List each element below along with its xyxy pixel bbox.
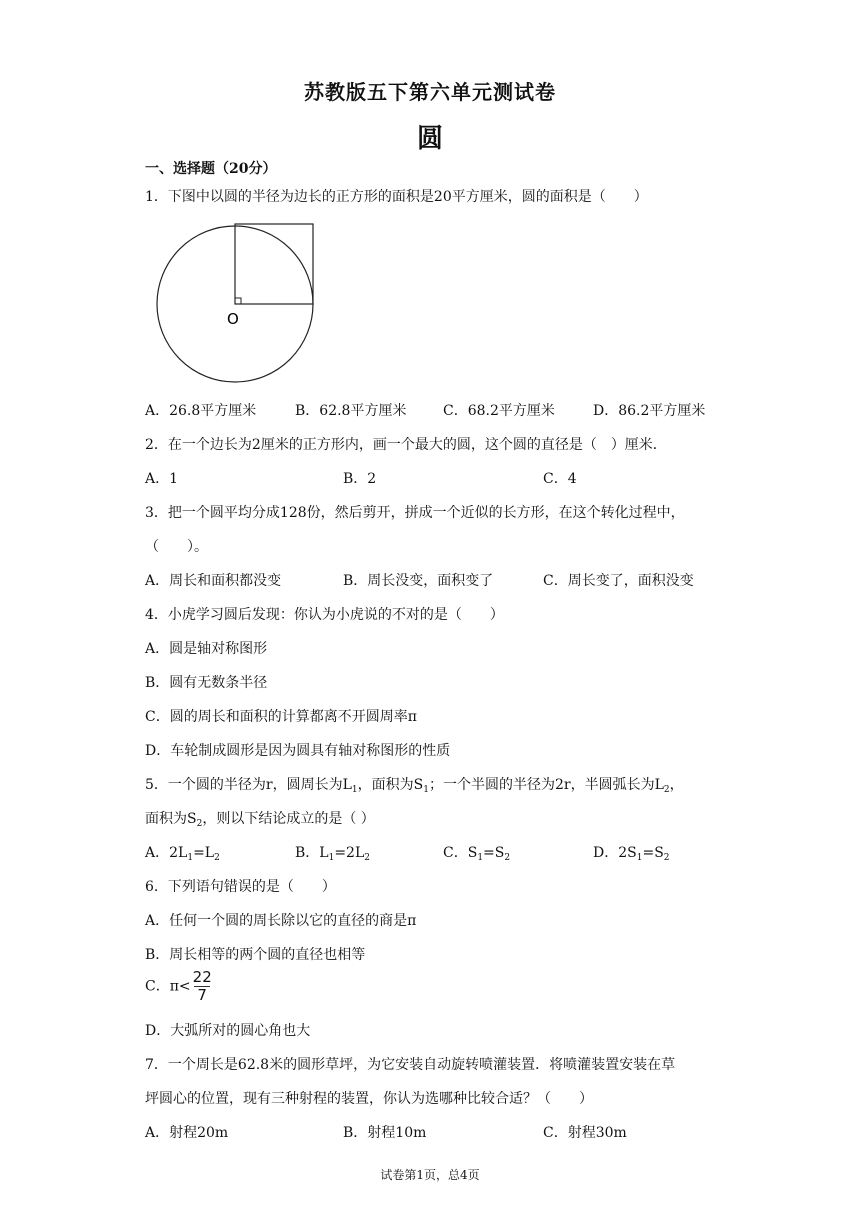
q5-option-d[interactable]: D．$2S_1=S_2$ [593, 845, 670, 863]
question-3-stem-continued: （ ）。 [145, 539, 208, 555]
page-subtitle: 圆 [416, 124, 443, 154]
q4-option-d[interactable]: D．车轮制成圆形是因为圆具有轴对称图形的性质 [145, 743, 451, 759]
q6-option-b[interactable]: B．周长相等的两个圆的直径也相等 [145, 947, 366, 963]
q1-option-a[interactable]: A．26.8平方厘米 [145, 403, 257, 419]
fraction-22-7: $\frac{22}{7}$ [192, 968, 212, 1004]
page-title: 苏教版五下第六单元测试卷 [304, 80, 556, 104]
q3-option-a[interactable]: A．周长和面积都没变 [145, 573, 282, 589]
q5-option-b[interactable]: B．$L_1=2L_2$ [295, 845, 370, 863]
q4-option-a[interactable]: A．圆是轴对称图形 [145, 641, 268, 657]
q2-option-c[interactable]: C．4 [543, 471, 577, 487]
q5-option-c[interactable]: C．$S_1=S_2$ [443, 845, 511, 863]
question-3-stem: 3．把一个圆平均分成128份，然后剪开，拼成一个近似的长方形，在这个转化过程中， [145, 505, 685, 521]
question-5-stem-continued: 面积为$S_2$，则以下结论成立的是（ ） [145, 811, 375, 829]
q1-option-d[interactable]: D．86.2平方厘米 [593, 403, 706, 419]
q6-option-a[interactable]: A．任何一个圆的周长除以它的直径的商是π [145, 913, 417, 929]
circle-square-figure [155, 216, 325, 386]
center-label: O [227, 310, 239, 328]
q7-option-b[interactable]: B．射程10m [343, 1125, 427, 1141]
question-1-stem: 1．下图中以圆的半径为边长的正方形的面积是20平方厘米，圆的面积是（ ） [145, 189, 648, 205]
q1-option-b[interactable]: B．62.8平方厘米 [295, 403, 407, 419]
q1-option-c[interactable]: C．68.2平方厘米 [443, 403, 555, 419]
right-angle-mark [235, 298, 241, 304]
section-heading: 一、选择题（20分） [145, 161, 277, 177]
q3-option-b[interactable]: B．周长没变，面积变了 [343, 573, 494, 589]
q7-option-a[interactable]: A．射程20m [145, 1125, 229, 1141]
page-footer: 试卷第1页，总4页 [380, 1168, 480, 1182]
question-7-stem: 7．一个周长是62.8米的圆形草坪，为它安装自动旋转喷灌装置．将喷灌装置安装在草 [145, 1057, 676, 1073]
q5-option-a[interactable]: A．$2L_1=L_2$ [145, 845, 220, 863]
question-7-stem-continued: 坪圆心的位置，现有三种射程的装置，你认为选哪种比较合适？（ ） [145, 1091, 593, 1107]
q2-option-b[interactable]: B．2 [343, 471, 377, 487]
q6-option-d[interactable]: D．大弧所对的圆心角也大 [145, 1023, 311, 1039]
question-6-stem: 6．下列语句错误的是（ ） [145, 879, 336, 895]
q6-option-c-prefix: C．π< [145, 978, 191, 995]
q6-option-c[interactable] [145, 970, 212, 1003]
question-2-stem: 2．在一个边长为2厘米的正方形内，画一个最大的圆，这个圆的直径是（ ）厘米． [145, 437, 667, 453]
question-5-stem: 5．一个圆的半径为r，圆周长为$L_1$，面积为$S_1$；一个半圆的半径为2r，半圆弧长为$L_2$， [145, 777, 684, 795]
q2-option-a[interactable]: A．1 [145, 471, 179, 487]
q4-option-c[interactable]: C．圆的周长和面积的计算都离不开圆周率π [145, 709, 417, 725]
q3-option-c[interactable]: C．周长变了，面积没变 [543, 573, 694, 589]
q4-option-b[interactable]: B．圆有无数条半径 [145, 675, 268, 691]
q7-option-c[interactable]: C．射程30m [543, 1125, 627, 1141]
question-4-stem: 4．小虎学习圆后发现：你认为小虎说的不对的是（ ） [145, 607, 504, 623]
